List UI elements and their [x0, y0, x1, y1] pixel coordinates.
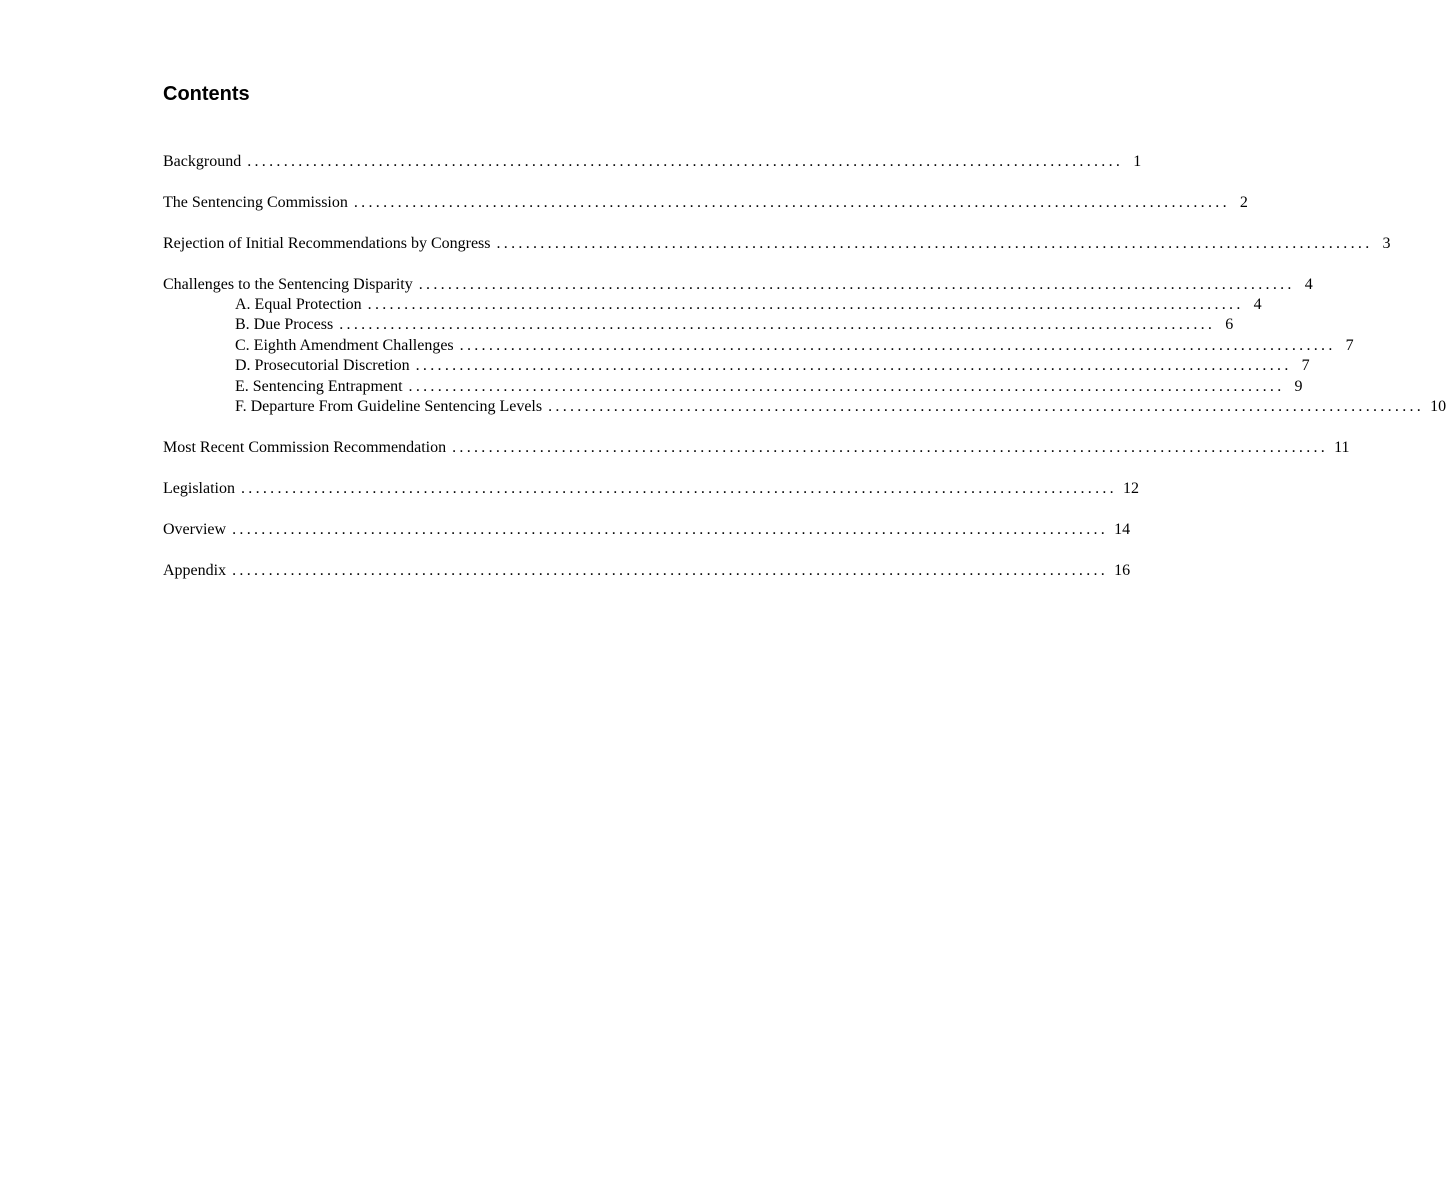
- toc-subentry: [163, 397, 1446, 417]
- document-page: [163, 80, 1446, 601]
- toc-entry: [163, 193, 1248, 213]
- toc-page-number: 1: [1133, 153, 1142, 170]
- toc-entry-label: Challenges to the Sentencing Disparity: [163, 275, 413, 293]
- toc-group: [163, 234, 1391, 254]
- toc-entry-label: Most Recent Commission Recommendation: [163, 438, 447, 456]
- toc-entry: [163, 152, 1142, 172]
- toc-page-number: 4: [1253, 296, 1262, 314]
- toc-entry: [163, 561, 1131, 581]
- toc-page-number: 14: [1114, 520, 1131, 538]
- dot-leader: ........................................................................................................................: [418, 275, 1295, 293]
- toc-page-number: 16: [1114, 561, 1131, 579]
- toc-entry: [163, 438, 1350, 458]
- toc-entry-label: E. Sentencing Entrapment: [235, 377, 403, 395]
- toc-entry-label: A. Equal Protection: [235, 296, 362, 314]
- toc-group: [163, 152, 1142, 172]
- toc-group: [163, 275, 1446, 418]
- dot-leader: ........................................................................................................................: [415, 357, 1292, 375]
- toc-page-number: 4: [1304, 275, 1313, 293]
- dot-leader: ........................................................................................................................: [548, 398, 1425, 416]
- contents-heading: Contents: [163, 83, 250, 105]
- toc-page-number: 6: [1225, 316, 1234, 334]
- table-of-contents: [163, 152, 1446, 581]
- toc-group: [163, 520, 1131, 540]
- dot-leader: ........................................................................................................................: [452, 438, 1329, 456]
- toc-entry-label: The Sentencing Commission: [163, 193, 348, 211]
- toc-entry: [163, 520, 1131, 540]
- dot-leader: ........................................................................................................................: [367, 296, 1244, 314]
- toc-subentry: [163, 336, 1354, 356]
- toc-page-number: 11: [1334, 438, 1350, 456]
- toc-group: [163, 193, 1248, 213]
- toc-page-number: 2: [1239, 193, 1248, 211]
- dot-leader: ........................................................................................................................: [232, 561, 1109, 579]
- toc-entry-label: Rejection of Initial Recommendations by Congress: [163, 234, 491, 252]
- toc-entry: [163, 234, 1391, 254]
- dot-leader: ........................................................................................................................: [240, 479, 1117, 497]
- toc-page-number: 7: [1345, 336, 1354, 354]
- toc-entry-label: Background: [163, 153, 242, 170]
- toc-page-number: 7: [1301, 357, 1310, 375]
- toc-entry: [163, 479, 1139, 499]
- toc-page-number: 12: [1122, 479, 1139, 497]
- toc-page-number: 10: [1430, 398, 1446, 416]
- toc-subentry: [163, 295, 1262, 315]
- toc-group: [163, 479, 1139, 499]
- dot-leader: ........................................................................................................................: [232, 520, 1109, 538]
- dot-leader: ........................................................................................................................: [408, 377, 1285, 395]
- toc-entry-label: F. Departure From Guideline Sentencing Levels: [235, 398, 543, 416]
- toc-subentry: [163, 356, 1310, 376]
- dot-leader: ........................................................................................................................: [247, 153, 1124, 170]
- toc-entry-label: D. Prosecutorial Discretion: [235, 357, 410, 375]
- dot-leader: ........................................................................................................................: [459, 336, 1336, 354]
- toc-entry-label: Appendix: [163, 561, 227, 579]
- dot-leader: ........................................................................................................................: [496, 234, 1373, 252]
- toc-group: [163, 438, 1350, 458]
- toc-entry-label: Overview: [163, 520, 227, 538]
- toc-entry: [163, 275, 1313, 295]
- dot-leader: ........................................................................................................................: [353, 193, 1230, 211]
- toc-group: [163, 561, 1131, 581]
- toc-subentry: [163, 377, 1303, 397]
- toc-subentry: [163, 315, 1234, 335]
- toc-entry-label: C. Eighth Amendment Challenges: [235, 336, 454, 354]
- toc-page-number: 9: [1294, 377, 1303, 395]
- toc-entry-label: Legislation: [163, 479, 235, 497]
- dot-leader: ........................................................................................................................: [339, 316, 1216, 334]
- toc-entry-label: B. Due Process: [235, 316, 334, 334]
- toc-page-number: 3: [1382, 234, 1391, 252]
